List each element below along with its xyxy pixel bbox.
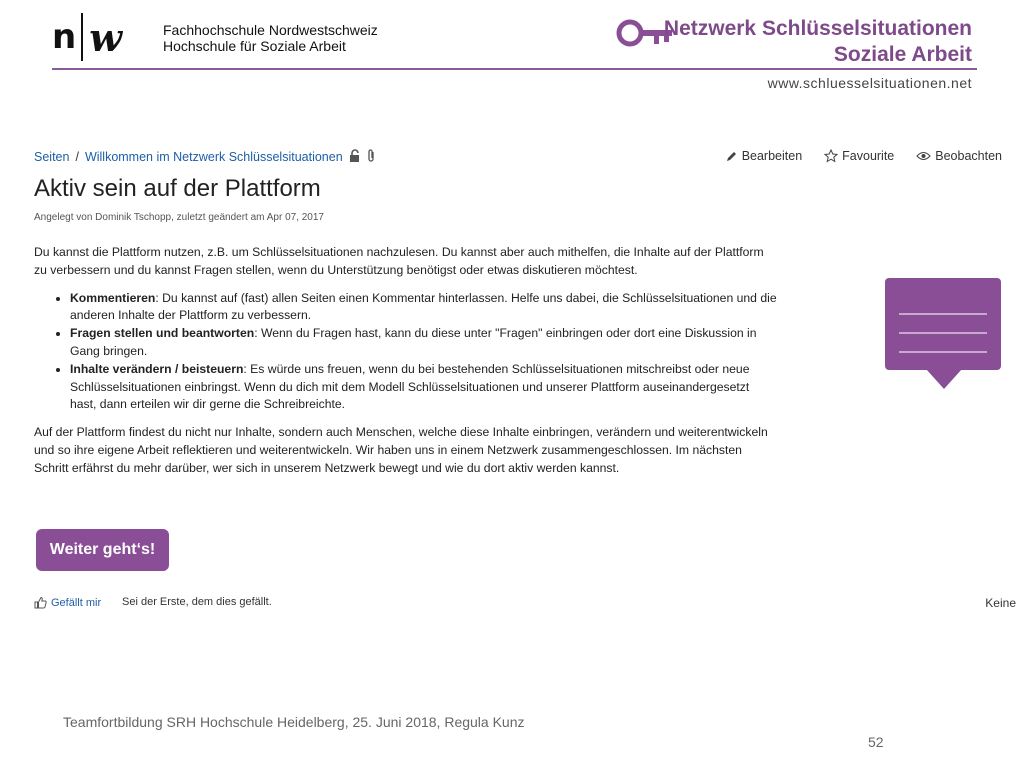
favourite-button[interactable] [824,149,894,163]
page-title: Aktiv sein auf der Plattform [34,175,321,202]
comment-bubble-icon [885,278,1001,370]
pencil-icon [725,150,738,163]
list-item [70,325,779,361]
list-item-text: : Es würde uns freuen, wenn du bei bestehenden Schlüsselsituationen mitschreibst oder neue Schlüsselsituationen einbringst. Wenn du dich mit dem Modell Schlüsselsituationen und unserer Plattform auseinandergesetzt hast, dann erteilen wir dir gerne die Schreibreichte. [70,361,750,412]
continue-button[interactable]: Weiter geht‘s! [36,529,169,571]
like-label: Gefällt mir [51,596,102,609]
list-item [70,290,779,326]
logo-divider [81,13,83,61]
labels-none: Keine [985,596,1016,610]
bubble-line [899,351,987,353]
logo-n: n [52,17,76,57]
slide-footer: Teamfortbildung SRH Hochschule Heidelberg, 25. Juni 2018, Regula Kunz [63,714,525,730]
breadcrumb [34,149,375,165]
breadcrumb-current[interactable]: Willkommen im Netzwerk Schlüsselsituationen [84,150,343,164]
bubble-line [899,313,987,315]
activity-list [34,290,779,415]
website-url: www.schluesselsituationen.net [767,75,972,91]
intro-paragraph: Du kannst die Plattform nutzen, z.B. um Schlüsselsituationen nachzulesen. Du kannst aber auch mithelfen, die Inhalte auf der Plattform zu verbessern und du kannst Fragen stellen, wenn du Unterstützung benötigst oder etwas diskutieren möchtest. [34,245,764,277]
edit-button[interactable] [725,149,802,163]
lock-icon[interactable] [349,149,361,165]
list-item [70,361,779,414]
eye-icon [916,150,931,162]
page-meta: Angelegt von Dominik Tschopp, zuletzt geändert am Apr 07, 2017 [34,212,324,223]
school-name [163,22,378,54]
star-icon [824,149,838,163]
outro-paragraph: Auf der Plattform findest du nicht nur Inhalte, sondern auch Menschen, welche diese Inhalte einbringen, verändern und weiterentwickeln und so ihre eigene Arbeit reflektieren und weiterentwickeln. Wir haben uns in einem Netzwerk zusammengeschlossen. Im nächsten Schritt erfährst du mehr darüber, wer sich in unserem Netzwerk bewegt und wie du dort aktiv werden kannst. [34,425,768,475]
list-item-title: Kommentieren [70,290,156,305]
watch-button[interactable] [916,149,1002,163]
bubble-line [899,332,987,334]
slide-number: 52 [868,734,884,750]
page-actions [725,149,1002,163]
thumbs-up-icon [34,596,47,609]
network-title-line-1: Netzwerk Schlüsselsituationen [663,17,972,40]
favourite-label: Favourite [842,149,895,163]
school-line-2: Hochschule für Soziale Arbeit [163,38,346,54]
network-title-line-2: Soziale Arbeit [833,43,972,66]
attachment-icon[interactable] [367,149,375,165]
list-item-text: : Du kannst auf (fast) allen Seiten einen Kommentar hinterlassen. Helfe uns dabei, die Schlüsselsituationen und die anderen Inhalte der Plattform zu verbessern. [70,290,777,323]
edit-label: Bearbeiten [741,149,803,163]
list-item-text: : Wenn du Fragen hast, kann du diese unter "Fragen" einbringen oder dort eine Diskussion in Gang bringen. [70,326,757,358]
watch-label: Beobachten [935,149,1002,163]
breadcrumb-separator: / [75,150,79,164]
list-item-title: Inhalte verändern / beisteuern [70,361,244,376]
bubble-tail [926,369,962,389]
school-line-1: Fachhochschule Nordwestschweiz [163,22,378,38]
breadcrumb-root[interactable]: Seiten [34,150,70,164]
list-item-title: Fragen stellen und beantworten [70,326,255,341]
likes-info: Sei der Erste, dem dies gefällt. [122,596,272,608]
network-title [664,16,972,68]
logo-w: w [89,14,122,60]
fhnw-logo [52,12,122,62]
like-button[interactable] [34,596,101,609]
header-divider [52,68,977,70]
page-content [34,244,779,488]
